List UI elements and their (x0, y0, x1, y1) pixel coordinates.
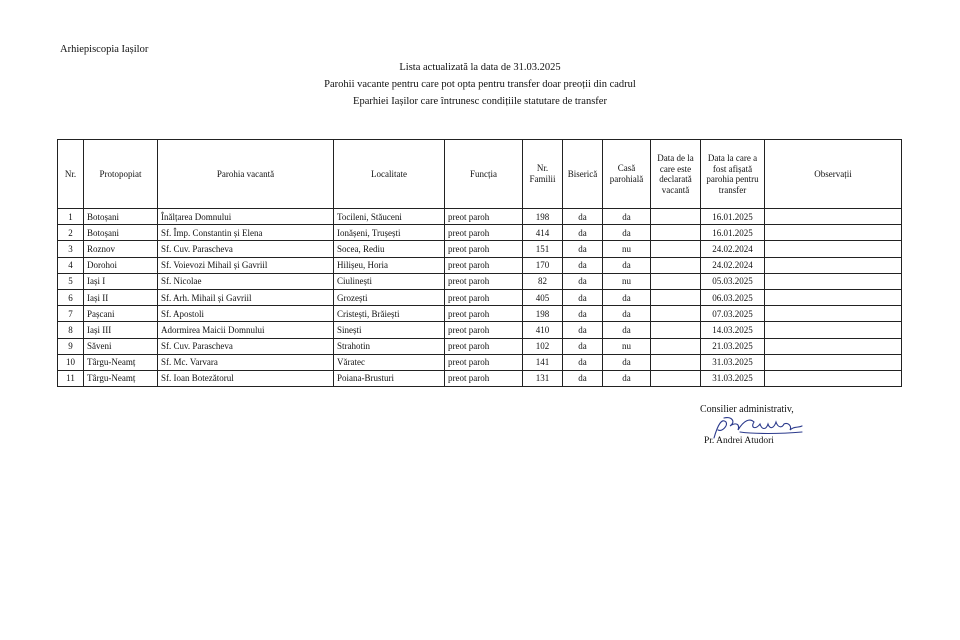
col-header-functia: Funcția (445, 140, 523, 209)
cell-protopopiat: Dorohoi (84, 257, 158, 273)
cell-localitate: Tocileni, Stăuceni (334, 209, 445, 225)
cell-nr: 6 (58, 289, 84, 305)
cell-casa: nu (603, 241, 651, 257)
cell-casa: da (603, 225, 651, 241)
cell-observatii (765, 225, 902, 241)
cell-localitate: Poiana-Brusturi (334, 370, 445, 386)
cell-functia: preot paroh (445, 338, 523, 354)
table-row (58, 209, 902, 225)
cell-protopopiat: Iași I (84, 273, 158, 289)
cell-functia: preot paroh (445, 370, 523, 386)
cell-biserica: da (563, 257, 603, 273)
cell-casa: da (603, 322, 651, 338)
cell-familii: 414 (523, 225, 563, 241)
table-row (58, 225, 902, 241)
cell-observatii (765, 306, 902, 322)
cell-casa: da (603, 257, 651, 273)
cell-protopopiat: Iași II (84, 289, 158, 305)
cell-localitate: Socea, Rediu (334, 241, 445, 257)
table-row (58, 354, 902, 370)
cell-familii: 170 (523, 257, 563, 273)
col-header-data-vacanta: Data de la care este declarată vacantă (651, 140, 701, 209)
cell-parohia: Sf. Ioan Botezătorul (158, 370, 334, 386)
signatory-name: Pr. Andrei Atudori (704, 436, 774, 446)
cell-protopopiat: Târgu-Neamț (84, 370, 158, 386)
cell-casa: nu (603, 338, 651, 354)
cell-biserica: da (563, 370, 603, 386)
cell-nr: 2 (58, 225, 84, 241)
cell-data-afisare: 05.03.2025 (701, 273, 765, 289)
cell-biserica: da (563, 338, 603, 354)
cell-functia: preot paroh (445, 257, 523, 273)
col-header-localitate: Localitate (334, 140, 445, 209)
cell-familii: 151 (523, 241, 563, 257)
cell-parohia: Sf. Cuv. Parascheva (158, 241, 334, 257)
cell-data-vacanta (651, 370, 701, 386)
table-row (58, 370, 902, 386)
cell-functia: preot paroh (445, 225, 523, 241)
cell-localitate: Hilișeu, Horia (334, 257, 445, 273)
cell-data-vacanta (651, 306, 701, 322)
cell-familii: 198 (523, 306, 563, 322)
cell-functia: preot paroh (445, 273, 523, 289)
cell-functia: preot paroh (445, 241, 523, 257)
cell-protopopiat: Târgu-Neamț (84, 354, 158, 370)
cell-data-afisare: 14.03.2025 (701, 322, 765, 338)
cell-observatii (765, 273, 902, 289)
signature-title: Consilier administrativ, (700, 404, 794, 415)
cell-data-afisare: 07.03.2025 (701, 306, 765, 322)
cell-casa: da (603, 306, 651, 322)
cell-functia: preot paroh (445, 289, 523, 305)
cell-data-vacanta (651, 354, 701, 370)
cell-parohia: Sf. Apostoli (158, 306, 334, 322)
cell-protopopiat: Săveni (84, 338, 158, 354)
cell-observatii (765, 257, 902, 273)
document-date-line: Lista actualizată la data de 31.03.2025 (399, 62, 561, 73)
cell-familii: 405 (523, 289, 563, 305)
table-row (58, 322, 902, 338)
cell-observatii (765, 209, 902, 225)
col-header-nr: Nr. (58, 140, 84, 209)
cell-biserica: da (563, 241, 603, 257)
table-body (58, 209, 902, 387)
cell-nr: 1 (58, 209, 84, 225)
cell-familii: 198 (523, 209, 563, 225)
col-header-protopopiat: Protopopiat (84, 140, 158, 209)
cell-familii: 82 (523, 273, 563, 289)
cell-parohia: Înălțarea Domnului (158, 209, 334, 225)
document-title-line-1: Parohii vacante pentru care pot opta pentru transfer doar preoții din cadrul (324, 79, 636, 90)
document-title-line-2: Eparhiei Iașilor care întrunesc condițiile statutare de transfer (353, 96, 607, 107)
cell-observatii (765, 370, 902, 386)
cell-data-vacanta (651, 257, 701, 273)
cell-protopopiat: Roznov (84, 241, 158, 257)
cell-parohia: Sf. Voievozi Mihail și Gavriil (158, 257, 334, 273)
cell-biserica: da (563, 225, 603, 241)
cell-data-vacanta (651, 338, 701, 354)
cell-biserica: da (563, 273, 603, 289)
cell-casa: da (603, 289, 651, 305)
cell-data-afisare: 24.02.2024 (701, 241, 765, 257)
cell-functia: preot paroh (445, 306, 523, 322)
cell-localitate: Sinești (334, 322, 445, 338)
cell-nr: 9 (58, 338, 84, 354)
table-row (58, 289, 902, 305)
cell-protopopiat: Pașcani (84, 306, 158, 322)
table-row (58, 257, 902, 273)
cell-biserica: da (563, 354, 603, 370)
cell-data-vacanta (651, 241, 701, 257)
cell-biserica: da (563, 289, 603, 305)
table-row (58, 338, 902, 354)
cell-data-afisare: 24.02.2024 (701, 257, 765, 273)
cell-data-afisare: 21.03.2025 (701, 338, 765, 354)
cell-familii: 102 (523, 338, 563, 354)
cell-functia: preot paroh (445, 322, 523, 338)
cell-functia: preot paroh (445, 209, 523, 225)
cell-observatii (765, 322, 902, 338)
col-header-data-afisare: Data la care a fost afișată parohia pentru transfer (701, 140, 765, 209)
cell-nr: 5 (58, 273, 84, 289)
table-row (58, 241, 902, 257)
col-header-observatii: Observații (765, 140, 902, 209)
cell-functia: preot paroh (445, 354, 523, 370)
cell-casa: da (603, 209, 651, 225)
cell-familii: 131 (523, 370, 563, 386)
cell-localitate: Văratec (334, 354, 445, 370)
col-header-familii: Nr. Familii (523, 140, 563, 209)
table-header-row (58, 140, 902, 209)
col-header-casa: Casă parohială (603, 140, 651, 209)
organization-name: Arhiepiscopia Iașilor (60, 44, 149, 55)
vacant-parishes-table (57, 139, 902, 387)
cell-data-vacanta (651, 273, 701, 289)
cell-nr: 3 (58, 241, 84, 257)
cell-parohia: Sf. Mc. Varvara (158, 354, 334, 370)
cell-nr: 4 (58, 257, 84, 273)
cell-familii: 141 (523, 354, 563, 370)
cell-localitate: Cristești, Brăiești (334, 306, 445, 322)
cell-protopopiat: Botoșani (84, 225, 158, 241)
cell-parohia: Sf. Cuv. Parascheva (158, 338, 334, 354)
cell-data-afisare: 31.03.2025 (701, 354, 765, 370)
cell-data-afisare: 16.01.2025 (701, 209, 765, 225)
table-row (58, 306, 902, 322)
cell-parohia: Adormirea Maicii Domnului (158, 322, 334, 338)
cell-parohia: Sf. Împ. Constantin și Elena (158, 225, 334, 241)
cell-localitate: Strahotin (334, 338, 445, 354)
cell-parohia: Sf. Arh. Mihail și Gavriil (158, 289, 334, 305)
cell-localitate: Ciulinești (334, 273, 445, 289)
cell-protopopiat: Iași III (84, 322, 158, 338)
cell-data-vacanta (651, 209, 701, 225)
cell-casa: nu (603, 273, 651, 289)
cell-data-afisare: 06.03.2025 (701, 289, 765, 305)
col-header-biserica: Biserică (563, 140, 603, 209)
cell-data-afisare: 16.01.2025 (701, 225, 765, 241)
cell-protopopiat: Botoșani (84, 209, 158, 225)
table-row (58, 273, 902, 289)
cell-parohia: Sf. Nicolae (158, 273, 334, 289)
cell-observatii (765, 241, 902, 257)
cell-localitate: Ionășeni, Trușești (334, 225, 445, 241)
cell-biserica: da (563, 322, 603, 338)
cell-biserica: da (563, 306, 603, 322)
cell-observatii (765, 338, 902, 354)
col-header-parohia: Parohia vacantă (158, 140, 334, 209)
cell-data-vacanta (651, 289, 701, 305)
cell-data-afisare: 31.03.2025 (701, 370, 765, 386)
cell-casa: da (603, 354, 651, 370)
cell-biserica: da (563, 209, 603, 225)
cell-nr: 11 (58, 370, 84, 386)
cell-nr: 8 (58, 322, 84, 338)
cell-nr: 10 (58, 354, 84, 370)
cell-data-vacanta (651, 322, 701, 338)
cell-observatii (765, 289, 902, 305)
cell-data-vacanta (651, 225, 701, 241)
cell-nr: 7 (58, 306, 84, 322)
cell-observatii (765, 354, 902, 370)
cell-casa: da (603, 370, 651, 386)
cell-familii: 410 (523, 322, 563, 338)
cell-localitate: Grozești (334, 289, 445, 305)
